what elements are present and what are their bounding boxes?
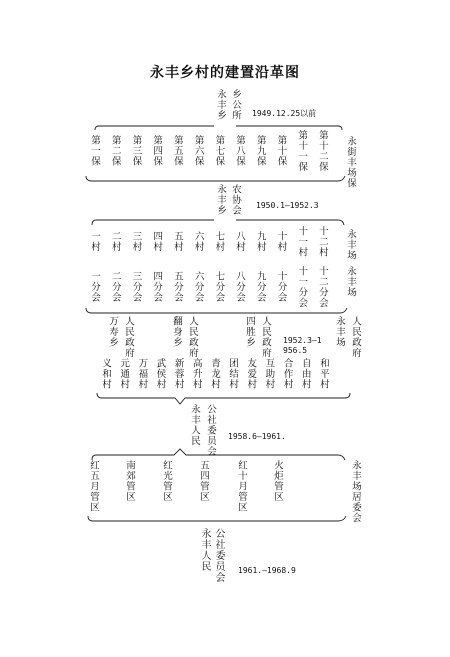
era2-market-village: 永丰场 [345,229,356,261]
page-title: 永丰乡村的建置沿革图 [150,65,300,81]
village-1: 一村 [89,231,100,253]
era5-commune-label: 永丰人民 [199,528,210,572]
village-9: 九村 [254,231,266,253]
branch-3: 三分会 [130,271,142,303]
village-8: 八村 [234,231,246,253]
village-7: 七村 [213,231,225,253]
village-2: 二村 [109,231,121,253]
era1-street-label: 永街丰场保 [345,136,356,189]
era5-date: 1961.—1968.9 [238,566,296,575]
qinglong-village: 青龙村 [208,358,220,390]
wanshou-township: 万寿乡 [107,316,118,348]
unit-9: 第九保 [254,135,266,167]
unit-2: 第二保 [109,135,121,167]
huzhu-village: 互助村 [263,358,275,390]
era3-date: 1952.3—1956.5 [283,336,322,355]
unit-5: 第五保 [171,135,183,167]
gaosheng-village: 高升村 [190,358,202,390]
sisheng-township: 四胜乡 [244,316,255,348]
branch-1: 一分会 [89,271,100,303]
yuantong-village: 元通村 [118,358,130,390]
xinrong-village: 新蓉村 [172,358,184,390]
unit-11: 第十一保 [296,130,308,172]
unit-6: 第六保 [192,135,204,167]
heping-village: 和平村 [317,358,329,390]
era2-villages [88,226,328,258]
branch-6: 六分会 [192,271,204,303]
era2-market-branch: 永丰场 [345,266,356,298]
era2-association-label: 农协会 [230,184,241,216]
era4-commune-label: 永丰人民 [189,404,200,446]
era5-committee-label: 公社委员会 [213,528,224,583]
fanshen-township: 翻身乡 [171,316,182,348]
era3-market-government: 人民政府 [350,316,361,358]
wanshou-government: 人民政府 [123,316,134,358]
yihe-village: 义和村 [100,358,111,390]
youai-village: 友爱村 [245,358,257,390]
era2-date: 1950.1—1952.3 [256,201,319,210]
wanfu-village: 万福村 [136,358,148,390]
unit-1: 第一保 [89,135,100,167]
unit-12: 第十二保 [316,130,328,172]
district-hongwuyue: 红五月管区 [88,460,99,513]
village-6: 六村 [192,231,204,253]
sisheng-government: 人民政府 [260,316,271,358]
district-hongshiyue: 红十月管区 [236,460,247,513]
fanshen-government: 人民政府 [187,316,198,358]
branch-8: 八分会 [234,271,246,303]
era1-office-label: 乡公所 [230,89,241,121]
era1-date: 1949.12.25以前 [252,109,317,118]
village-4: 四村 [151,231,163,253]
branch-2: 二分会 [109,271,121,303]
branch-9: 九分会 [254,271,266,303]
branch-11: 十一分会 [296,266,308,308]
branch-12: 十二分会 [316,266,328,308]
district-nanjiao: 南郊管区 [124,460,135,502]
unit-7: 第七保 [213,135,225,167]
era3-market: 永丰场 [334,316,345,348]
era3-villages [99,358,329,390]
branch-10: 十分会 [275,271,287,303]
era4-committee-label: 公社委员会 [205,404,216,457]
era2-branches [88,266,328,308]
branch-5: 五分会 [171,271,183,303]
era2-township-label: 永丰乡 [215,184,226,216]
tuanjie-village: 团结村 [227,358,239,390]
era1-units [88,130,328,172]
era4-date: 1958.6—1961. [228,432,286,441]
district-wusi: 五四管区 [198,460,209,502]
era4-residents-committee: 永丰场居委会 [350,460,361,523]
unit-8: 第八保 [234,135,246,167]
village-11: 十一村 [296,226,308,258]
village-3: 三村 [130,231,142,253]
village-5: 五村 [171,231,183,253]
unit-10: 第十保 [275,135,287,167]
unit-3: 第三保 [130,135,142,167]
branch-7: 七分会 [213,271,225,303]
ziyou-village: 自由村 [299,358,311,390]
district-huoju: 火炬管区 [272,460,283,502]
hezuo-village: 合作村 [281,358,293,390]
district-hongguang: 红光管区 [161,460,172,502]
village-10: 十村 [275,231,287,253]
wuhou-village: 武侯村 [154,358,166,390]
village-12: 十二村 [316,226,328,258]
era1-township-label: 永丰乡 [215,89,226,121]
branch-4: 四分会 [151,271,163,303]
unit-4: 第四保 [151,135,163,167]
